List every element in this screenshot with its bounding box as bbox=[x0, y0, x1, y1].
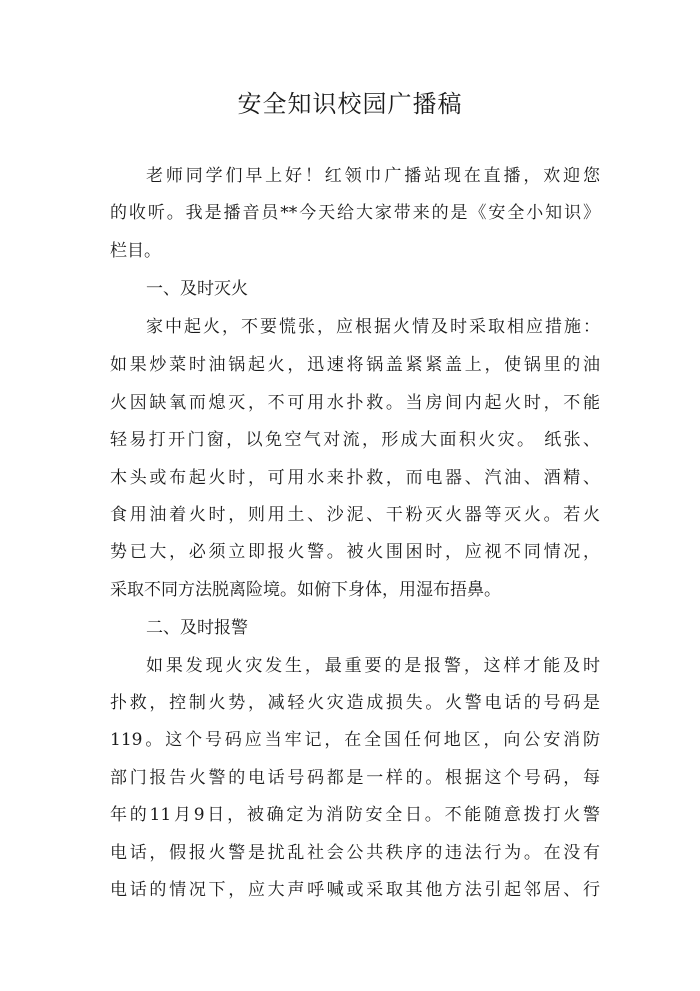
paragraph-line: 老师同学们早上好！红领巾广播站现在直播，欢迎您 bbox=[146, 166, 600, 186]
paragraph-line: 电话，假报火警是扰乱社会公共秩序的违法行为。在没有 bbox=[110, 843, 600, 863]
paragraph-line: 的收听。我是播音员**今天给大家带来的是《安全小知识》 bbox=[110, 203, 600, 223]
paragraph-line: 木头或布起火时，可用水来扑救，而电器、汽油、酒精、 bbox=[110, 468, 600, 488]
paragraph-line: 势已大，必须立即报火警。被火围困时，应视不同情况， bbox=[110, 542, 600, 562]
paragraph-line: 扑救，控制火势，减轻火灾造成损失。火警电话的号码是 bbox=[110, 693, 600, 713]
section-heading: 二、及时报警 bbox=[146, 618, 248, 638]
paragraph-line: 火因缺氧而熄灭，不可用水扑救。当房间内起火时，不能 bbox=[110, 393, 600, 413]
paragraph-line: 电话的情况下，应大声呼喊或采取其他方法引起邻居、行 bbox=[110, 880, 600, 900]
paragraph-line: 如果发现火灾发生，最重要的是报警，这样才能及时 bbox=[146, 656, 600, 676]
paragraph-line: 年的11月9日，被确定为消防安全日。不能随意拨打火警 bbox=[110, 805, 600, 825]
paragraph-line: 部门报告火警的电话号码都是一样的。根据这个号码，每 bbox=[110, 768, 600, 788]
paragraph-line: 家中起火，不要慌张，应根据火情及时采取相应措施： bbox=[146, 317, 600, 337]
paragraph-line: 如果炒菜时油锅起火，迅速将锅盖紧紧盖上，使锅里的油 bbox=[110, 355, 600, 375]
paragraph-line: 轻易打开门窗，以免空气对流，形成大面积火灾。 纸张、 bbox=[110, 430, 600, 450]
document-title: 安全知识校园广播稿 bbox=[237, 90, 463, 118]
paragraph-line: 栏目。 bbox=[110, 241, 161, 261]
section-heading: 一、及时灭火 bbox=[146, 279, 248, 299]
paragraph-line: 食用油着火时，则用土、沙泥、干粉灭火器等灭火。若火 bbox=[110, 505, 600, 525]
paragraph-line: 采取不同方法脱离险境。如俯下身体，用湿布捂鼻。 bbox=[110, 580, 501, 600]
paragraph-line: 119。这个号码应当牢记，在全国任何地区，向公安消防 bbox=[110, 730, 600, 750]
